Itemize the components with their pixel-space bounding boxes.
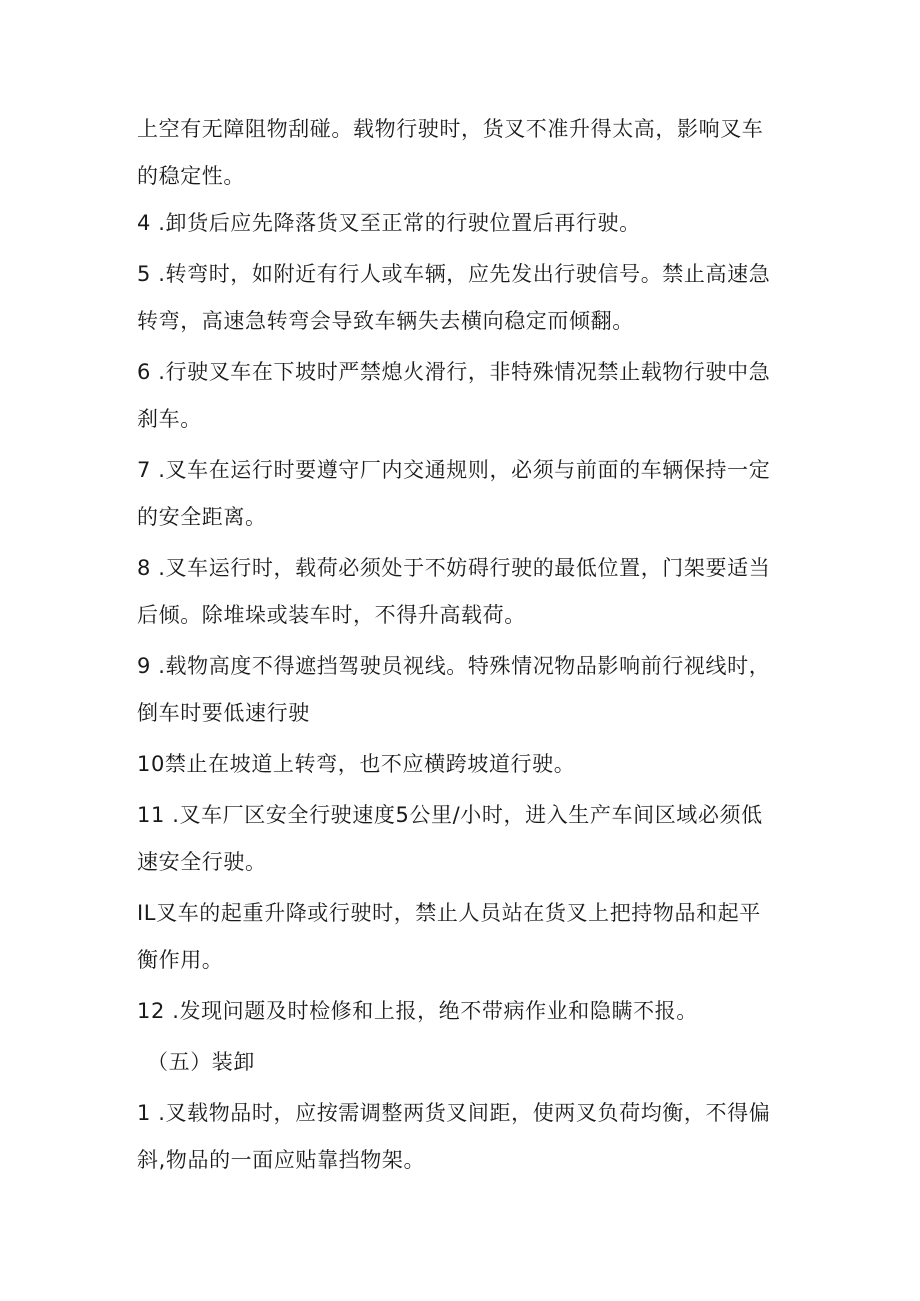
text-line-1: 上空有无障阻物刮碰。载物行驶时，货叉不准升得太高，影响叉车 — [137, 117, 764, 141]
text-line-9: 的安全距离。 — [137, 505, 267, 529]
text-line-14: 10禁止在坡道上转弯，也不应横跨坡道行驶。 — [137, 752, 576, 776]
text-line-11: 后倾。除堆垛或装车时，不得升高载荷。 — [137, 603, 526, 627]
text-line-2: 的稳定性。 — [137, 164, 245, 188]
text-line-17: IL叉车的起重升降或行驶时，禁止人员站在货叉上把持物品和起平 — [137, 901, 761, 925]
text-line-12: 9 .载物高度不得遮挡驾驶员视线。特殊情况物品影响前行视线时， — [137, 654, 771, 678]
text-line-3: 4 .卸货后应先降落货叉至正常的行驶位置后再行驶。 — [137, 211, 641, 235]
text-line-19: 12 .发现问题及时检修和上报，绝不带病作业和隐瞒不报。 — [137, 999, 698, 1023]
text-line-13: 倒车时要低速行驶 — [137, 701, 310, 725]
text-line-22: 斜,物品的一面应贴靠挡物架。 — [137, 1148, 426, 1172]
text-line-10: 8 .叉车运行时，载荷必须处于不妨碍行驶的最低位置，门架要适当 — [137, 556, 771, 580]
text-line-4: 5 .转弯时，如附近有行人或车辆，应先发出行驶信号。禁止高速急 — [137, 262, 771, 286]
text-line-18: 衡作用。 — [137, 948, 224, 972]
text-line-6: 6 .行驶叉车在下坡时严禁熄火滑行，非特殊情况禁止载物行驶中急 — [137, 360, 771, 384]
text-line-15: 11 .叉车厂区安全行驶速度5公里/小时，进入生产车间区域必须低 — [137, 803, 763, 827]
text-line-16: 速安全行驶。 — [137, 850, 267, 874]
text-line-5: 转弯，高速急转弯会导致车辆失去横向稳定而倾翻。 — [137, 309, 634, 333]
text-line-21: 1 .叉载物品时，应按需调整两货叉间距，使两叉负荷均衡，不得偏 — [137, 1101, 771, 1125]
text-line-7: 刹车。 — [137, 407, 202, 431]
section-heading-5: （五）装卸 — [147, 1050, 255, 1074]
text-line-8: 7 .叉车在运行时要遵守厂内交通规则，必须与前面的车辆保持一定 — [137, 458, 771, 482]
